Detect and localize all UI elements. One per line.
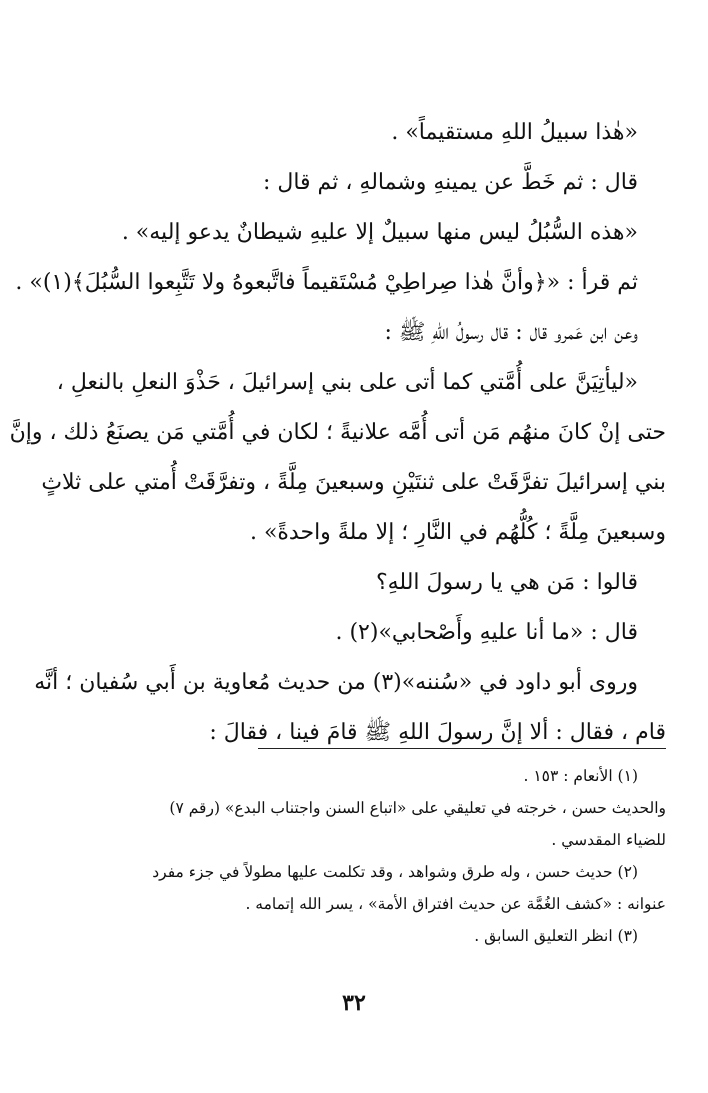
- text-line: وروى أبو داود في «سُننه»(٣) من حديث مُعاوية بن أَبي سُفيان ؛ أنَّه: [34, 670, 638, 695]
- text-line: قام ، فقال : ألا إنَّ رسولَ اللهِ ﷺ قامَ فينا ، فقالَ :: [209, 720, 666, 745]
- page-number: ٣٢: [342, 990, 366, 1016]
- footnote-3: (٣) انظر التعليق السابق .: [474, 927, 638, 945]
- footnote-2-cont: عنوانه : «كشف الغُمَّة عن حديث افتراق الأمة» ، يسر الله إتمامه .: [245, 895, 666, 913]
- footnote-2: (٢) حديث حسن ، وله طرق وشواهد ، وقد تكلمت عليها مطولاً في جزء مفرد: [152, 863, 638, 881]
- text-line: «هٰذا سبيلُ اللهِ مستقيماً» .: [391, 120, 638, 145]
- footnotes: [40, 760, 666, 952]
- text-line: حتى إنْ كانَ منهُم مَن أتى أُمَّه علانيةً ؛ لكان في أُمَّتي مَن يصنَعُ ذلك ، وإنَّ: [9, 420, 666, 445]
- text-line: «ليأتِيَنَّ على أُمَّتي كما أتى على بني إسرائيلَ ، حَذْوَ النعلِ بالنعلِ ،: [56, 370, 638, 395]
- footnote-separator: [258, 748, 666, 749]
- footnote-1-note: والحديث حسن ، خرجته في تعليقي على «اتباع السنن واجتناب البدع» (رقم ٧): [169, 799, 666, 817]
- text-line: بني إسرائيلَ تفرَّقَتْ على ثنتَيْنِ وسبعينَ مِلَّةً ، وتفرَّقَتْ أُمتي على ثلاثٍ: [41, 470, 666, 495]
- footnote-1-note-cont: للضياء المقدسي .: [551, 831, 666, 849]
- text-line: وسبعينَ مِلَّةً ؛ كُلُّهُم في النَّارِ ؛ إلا ملةً واحدةً» .: [249, 520, 666, 545]
- text-line: ثم قرأ : «﴿وأنَّ هٰذا صِراطِيْ مُسْتَقيماً فاتَّبعوهُ ولا تَتَّبِعوا السُّبُلَ﴾(١)» .: [15, 270, 638, 295]
- text-line: «هذه السُّبُلُ ليس منها سبيلٌ إلا عليهِ شيطانٌ يدعو إليه» .: [121, 220, 638, 245]
- main-text: [9, 108, 666, 758]
- text-line: وعن ابن عَمرو قال : قال رسولُ اللهِ ﷺ :: [384, 320, 638, 345]
- text-line: قالوا : مَن هي يا رسولَ اللهِ؟: [375, 570, 638, 595]
- footnote-1: (١) الأنعام : ١٥٣ .: [523, 767, 638, 785]
- text-line: قال : «ما أنا عليهِ وأَصْحابي»(٢) .: [335, 620, 638, 645]
- text-line: قال : ثم خَطَّ عن يمينهِ وشمالهِ ، ثم قال :: [262, 170, 638, 195]
